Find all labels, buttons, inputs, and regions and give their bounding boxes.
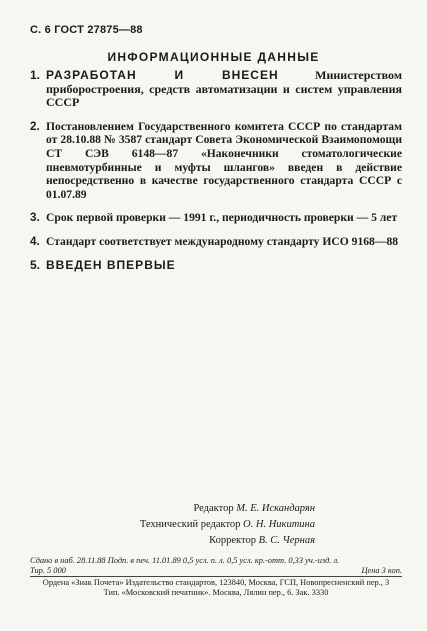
circulation: Тир. 5 000 bbox=[30, 566, 66, 575]
publisher-line: Ордена «Знак Почета» Издательство стандартов, 123840, Москва, ГСП, Новопресненский пер., 3 bbox=[42, 578, 390, 587]
proofreader-role: Корректор bbox=[209, 535, 256, 546]
item-text: Министерством приборостроения, средств автоматизации и систем управления СССР bbox=[46, 68, 402, 110]
proofreader-name: В. С. Черная bbox=[258, 535, 315, 546]
section-title: ИНФОРМАЦИОННЫЕ ДАННЫЕ bbox=[107, 50, 320, 64]
imprint-line bbox=[30, 566, 402, 576]
list-item bbox=[30, 120, 402, 202]
proofreader-line bbox=[140, 533, 315, 549]
item-number: 1. bbox=[30, 68, 41, 82]
item-number: 3. bbox=[30, 211, 40, 225]
item-lead: ВВЕДЕН ВПЕРВЫЕ bbox=[46, 257, 176, 272]
item-lead: РАЗРАБОТАН И ВНЕСЕН bbox=[46, 68, 279, 82]
publisher-footer bbox=[30, 578, 402, 598]
item-text: Постановлением Государственного комитета СССР по стандартам от 28.10.88 № 3587 стандарт Совета Экономической Взаимопомощи СТ СЭВ 6148—87 «Наконечники стоматологические пневмотурбинные и муфты шлангов» введен в действие непосредственно в качестве государственного стандарта СССР с 01.07.89 bbox=[46, 119, 402, 201]
divider bbox=[30, 576, 402, 577]
tech-editor-role: Технический редактор bbox=[139, 519, 241, 530]
imprint-block bbox=[30, 556, 402, 576]
editor-line bbox=[140, 501, 315, 517]
info-list bbox=[30, 69, 402, 282]
editor-name: М. Е. Искандарян bbox=[236, 503, 315, 514]
item-number: 5. bbox=[30, 257, 41, 272]
price: Цена 3 коп. bbox=[361, 566, 402, 575]
tech-editor-name: О. Н. Никитина bbox=[243, 519, 315, 530]
printer-line: Тип. «Московский печатник». Москва, Лялин пер., 6. Зак. 3330 bbox=[103, 588, 329, 597]
imprint-line: Сдано в наб. 28.11.88 Подп. в печ. 11.01.89 0,5 усл. п. л. 0,5 усл. кр.-отт. 0,33 уч.-изд. л. bbox=[30, 556, 340, 565]
list-item bbox=[30, 235, 402, 249]
tech-editor-line bbox=[140, 517, 315, 533]
credits-block bbox=[140, 501, 315, 549]
list-item bbox=[30, 69, 402, 110]
list-item bbox=[30, 259, 402, 273]
item-text: Срок первой проверки — 1991 г., периодичность проверки — 5 лет bbox=[46, 211, 398, 225]
page-header: С. 6 ГОСТ 27875—88 bbox=[30, 24, 143, 36]
list-item bbox=[30, 211, 402, 225]
item-number: 4. bbox=[30, 234, 40, 248]
editor-role: Редактор bbox=[193, 503, 234, 514]
item-text: Стандарт соответствует международному стандарту ИСО 9168—88 bbox=[46, 234, 399, 248]
item-number: 2. bbox=[30, 119, 40, 133]
